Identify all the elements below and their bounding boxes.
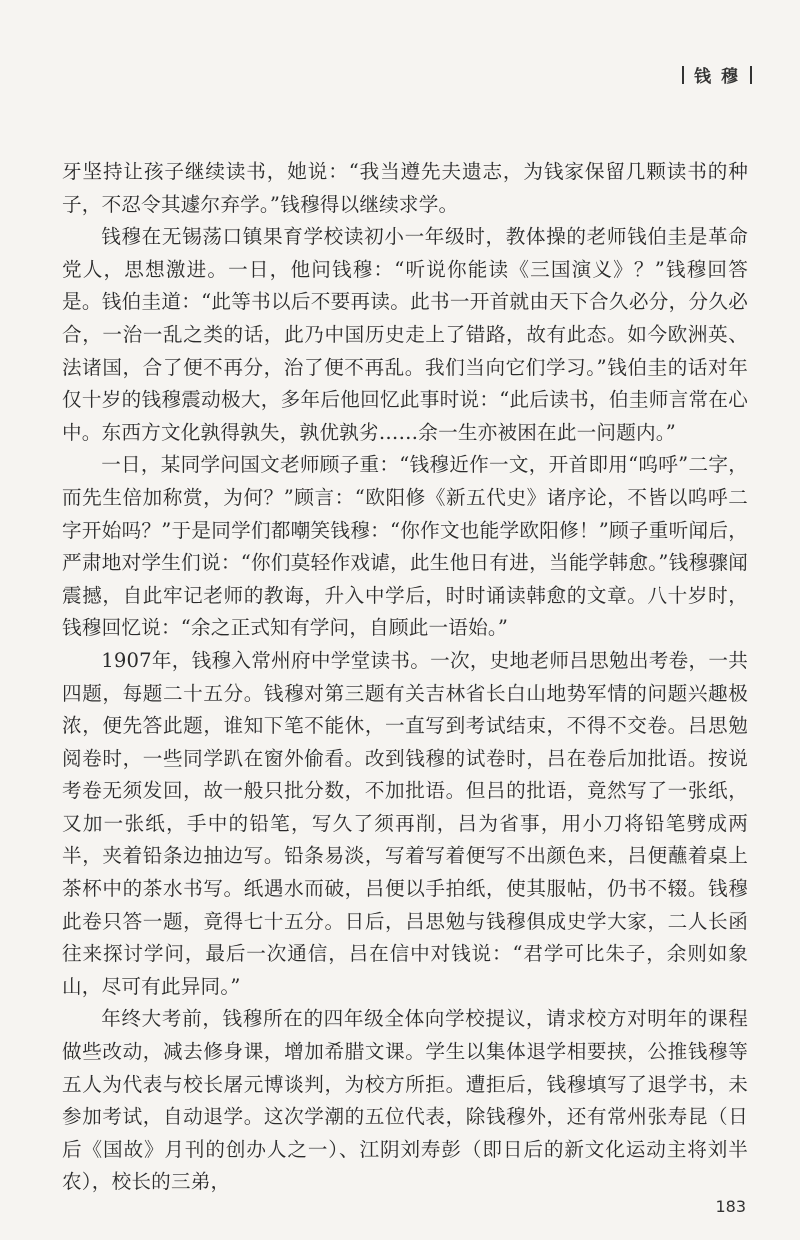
header-title: 钱 穆 (694, 67, 740, 87)
paragraph-3: 一日，某同学问国文老师顾子重：“钱穆近作一文，开首即用“呜呼”二字，而先生倍加称赏，为何？”顾言：“欧阳修《新五代史》诸序论，不皆以呜呼二字开始吗？”于是同学们都嘲笑钱穆：“你作文也能学欧阳修！”顾子重听闻后，严肃地对学生们说：“你们莫轻作戏谑，此生他日有进，当能学韩愈。”钱穆骤闻震撼，自此牢记老师的教诲，升入中学后，时时诵读韩愈的文章。八十岁时，钱穆回忆说：“余之正式知有学问，自顾此一语始。” (62, 453, 748, 640)
body-text (62, 156, 748, 1199)
page-number: 183 (715, 1197, 746, 1216)
paragraph-1: 牙坚持让孩子继续读书，她说：“我当遵先夫遗志，为钱家保留几颗读书的种子，不忍令其遽尔弃学。”钱穆得以继续求学。 (62, 160, 748, 216)
paragraph-2: 钱穆在无锡荡口镇果育学校读初小一年级时，教体操的老师钱伯圭是革命党人，思想激进。一日，他问钱穆：“听说你能读《三国演义》？”钱穆回答是。钱伯圭道：“此等书以后不要再读。此书一开首就由天下合久必分，分久必合，一治一乱之类的话，此乃中国历史走上了错路，故有此态。如今欧洲英、法诸国，合了便不再分，治了便不再乱。我们当向它们学习。”钱伯圭的话对年仅十岁的钱穆震动极大，多年后他回忆此事时说：“此后读书，伯圭师言常在心中。东西方文化孰得孰失，孰优孰劣……余一生亦被困在此一问题内。” (62, 225, 748, 444)
running-header (682, 62, 752, 87)
header-left-bar (682, 66, 684, 84)
paragraph-4: 1907年，钱穆入常州府中学堂读书。一次，史地老师吕思勉出考卷，一共四题，每题二十五分。钱穆对第三题有关吉林省长白山地势军情的问题兴趣极浓，便先答此题，谁知下笔不能休，一直写到考试结束，不得不交卷。吕思勉阅卷时，一些同学趴在窗外偷看。改到钱穆的试卷时，吕在卷后加批语。按说考卷无须发回，故一般只批分数，不加批语。但吕的批语，竟然写了一张纸，又加一张纸，手中的铅笔，写久了须再削，吕为省事，用小刀将铅笔劈成两半，夹着铅条边抽边写。铅条易淡，写着写着便写不出颜色来，吕便蘸着桌上茶杯中的茶水书写。纸遇水而破，吕便以手拍纸，使其服帖，仍书不辍。钱穆此卷只答一题，竟得七十五分。日后，吕思勉与钱穆俱成史学大家，二人长函往来探讨学问，最后一次通信，吕在信中对钱说：“君学可比朱子，余则如象山，尽可有此异同。” (62, 648, 748, 998)
header-right-bar (750, 66, 752, 84)
paragraph-5: 年终大考前，钱穆所在的四年级全体向学校提议，请求校方对明年的课程做些改动，减去修身课，增加希腊文课。学生以集体退学相要挟，公推钱穆等五人为代表与校长屠元博谈判，为校方所拒。遭拒后，钱穆填写了退学书，未参加考试，自动退学。这次学潮的五位代表，除钱穆外，还有常州张寿昆（日后《国故》月刊的创办人之一）、江阴刘寿彭（即日后的新文化运动主将刘半农），校长的三弟， (62, 1007, 748, 1194)
